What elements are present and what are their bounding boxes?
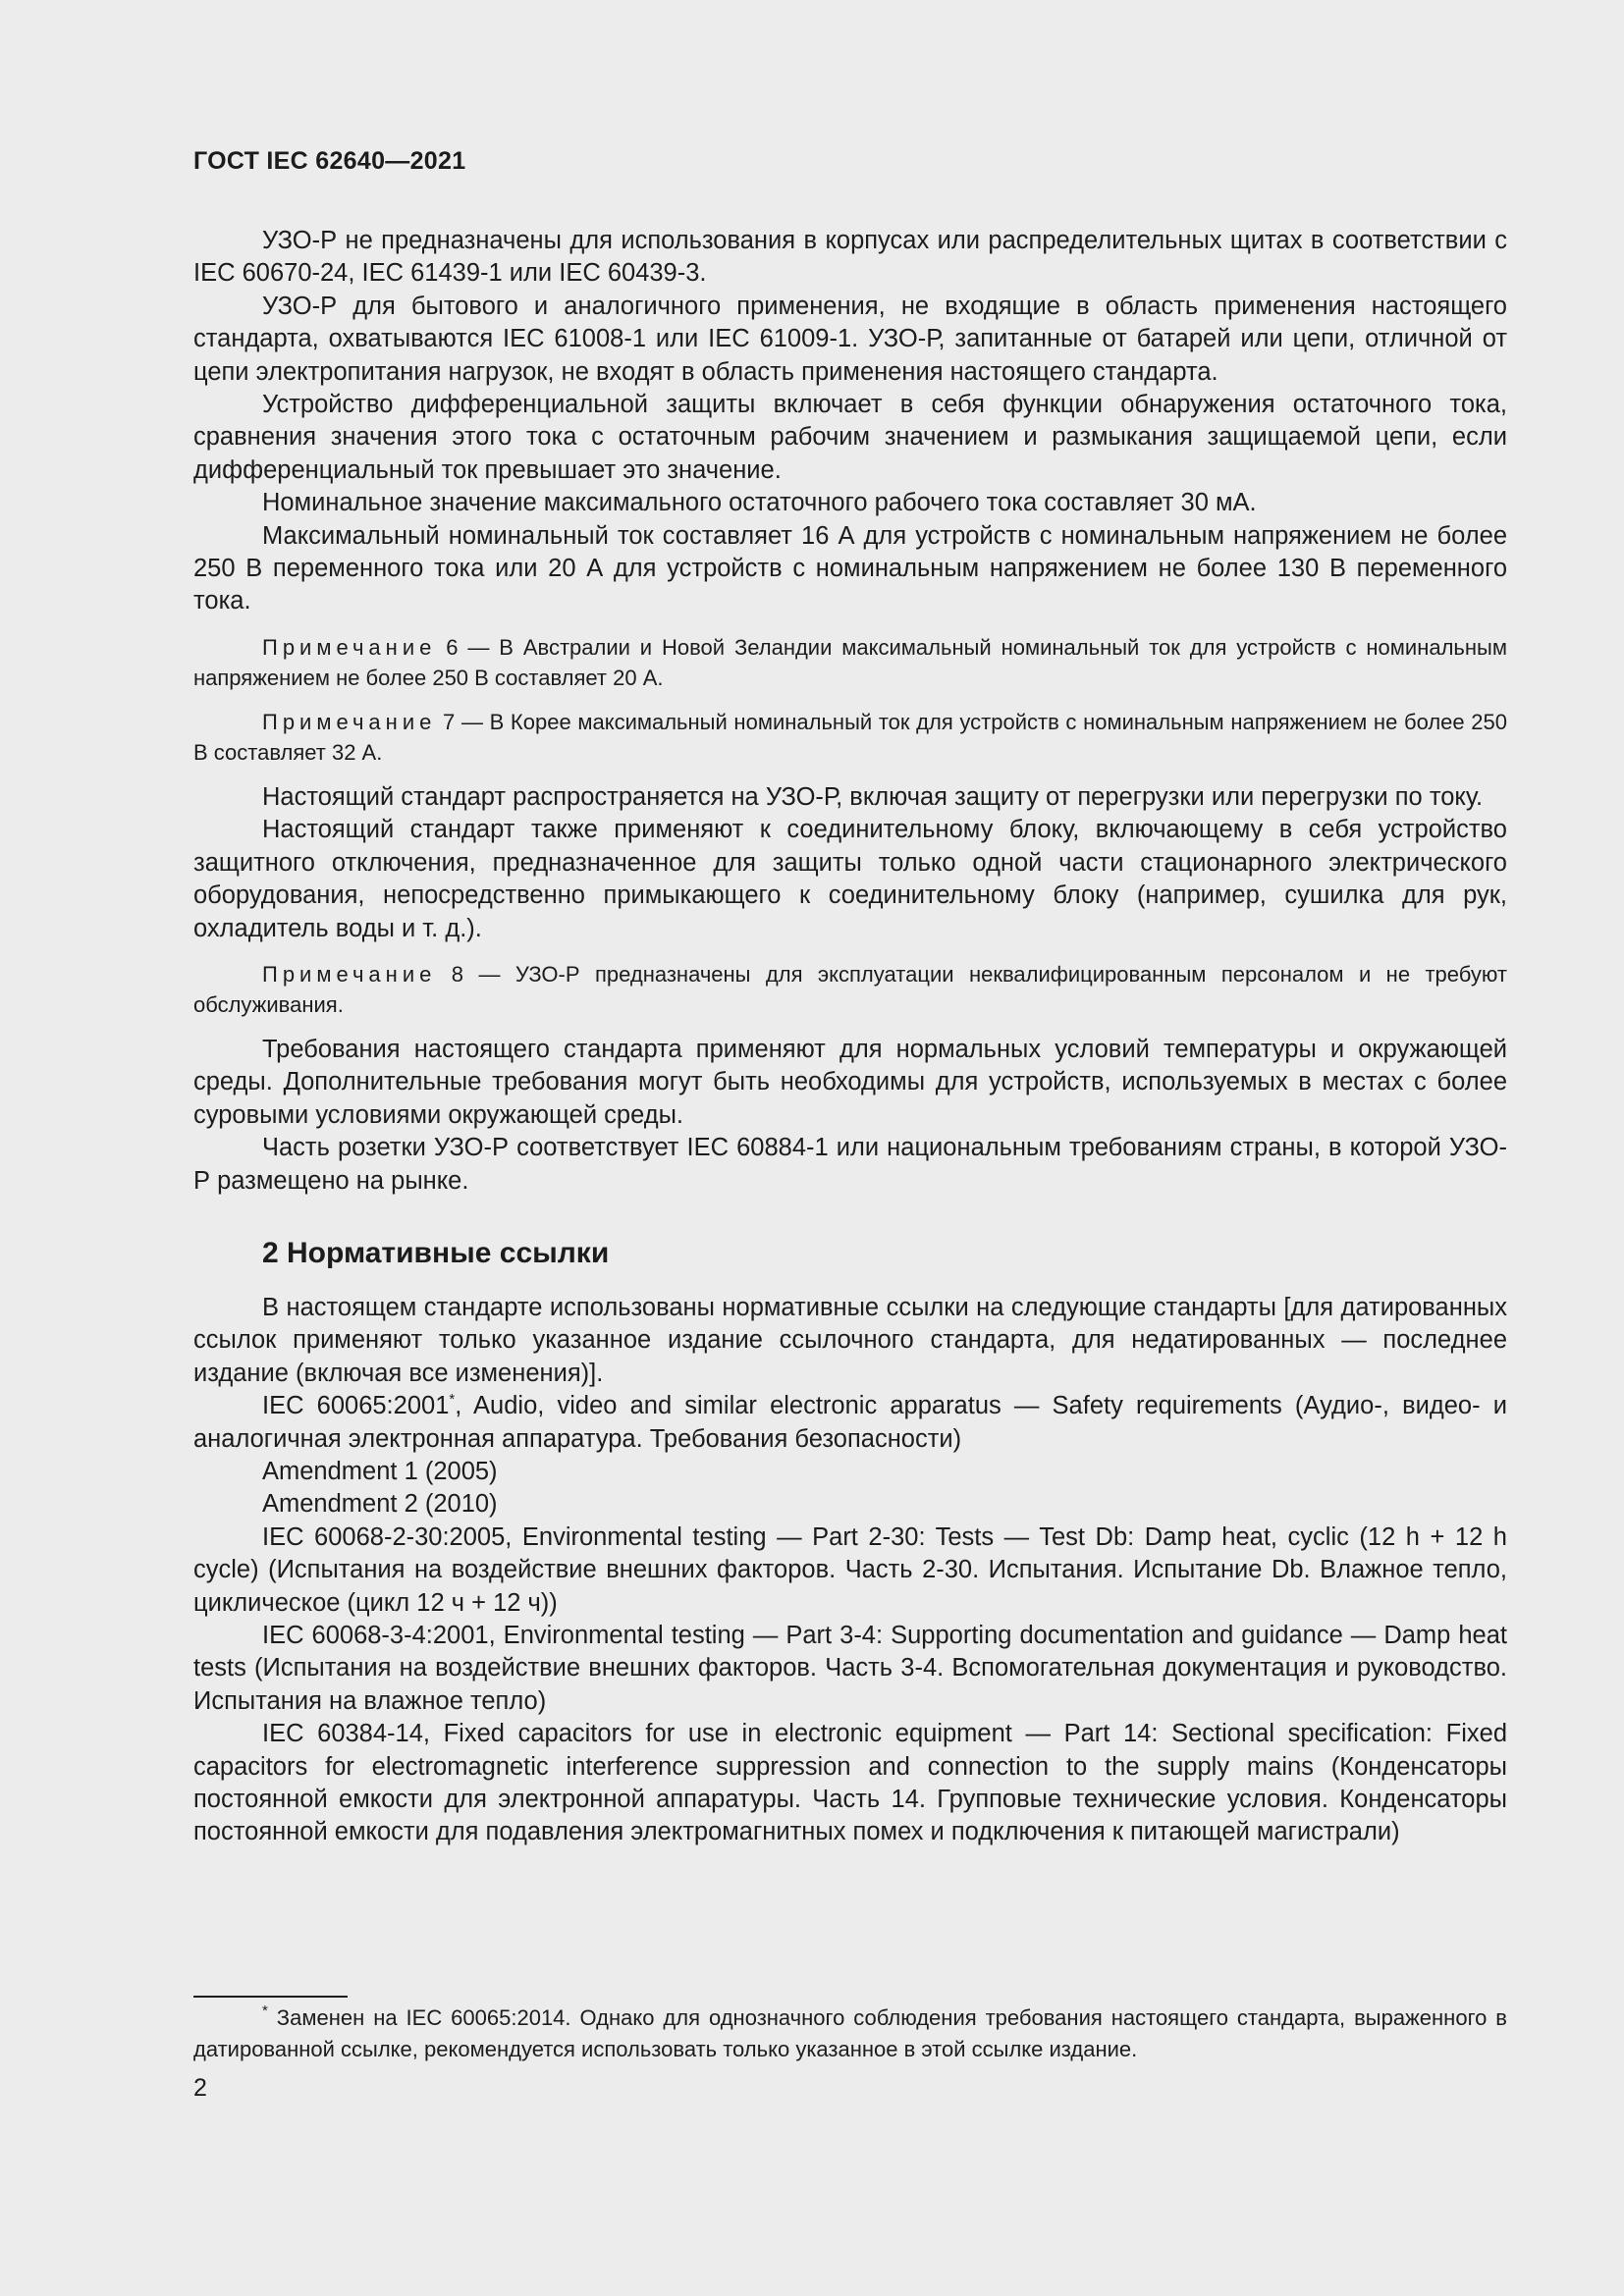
footnote (193, 2002, 1507, 2065)
paragraph: Настоящий стандарт также применяют к соединительному блоку, включающему в себя устройство защитного отключения, предназначенное для защиты только одной части стационарного электрического оборудования, непосредственно примыкающего к соединительному блоку (например, сушилка для рук, охладитель воды и т. д.). (193, 816, 1507, 942)
note-label: Примечание (262, 634, 437, 660)
paragraph: Максимальный номинальный ток составляет 16 А для устройств с номинальным напряжением не более 250 В переменного тока или 20 А для устройств с номинальным напряжением не более 130 В переменного тока. (193, 521, 1507, 615)
paragraph: Устройство дифференциальной защиты включает в себя функции обнаружения остаточного тока, сравнения значения этого тока с остаточным рабочим значением и размыкания защищаемой цепи, если дифференциальный ток превышает это значение. (193, 391, 1507, 484)
page-number: 2 (193, 2074, 207, 2102)
paragraph: УЗО-Р не предназначены для использования в корпусах или распределительных щитах в соответствии с IEC 60670-24, IEC 61439-1 или IEC 60439-3. (193, 227, 1507, 288)
reference-item: IEC 60384-14, Fixed capacitors for use in electronic equipment — Part 14: Sectional specification: Fixed capacitors for electromagnetic interference suppression and connection to the supply mains (Конденсаторы постоянной емкости для электронной аппаратуры. Часть 14. Групповые технические условия. Конденсаторы постоянной емкости для подавления электромагнитных помех и подключения к питающей магистрали) (193, 1720, 1507, 1846)
section-intro: В настоящем стандарте использованы нормативные ссылки на следующие стандарты [для датированных ссылок применяют только указанное издание ссылочного стандарта, для недатированных — последнее издание (включая все изменения)]. (193, 1293, 1507, 1387)
paragraph: Номинальное значение максимального остаточного рабочего тока составляет 30 мА. (262, 489, 1257, 517)
note-number: 8 (451, 961, 464, 987)
reference-code: IEC 60065:2001 (262, 1392, 450, 1420)
note-number: 7 (443, 709, 456, 734)
reference-item: IEC 60068-2-30:2005, Environmental testing — Part 2-30: Tests — Test Db: Damp heat, cyclic (12 h + 12 h cycle) (Испытания на воздействие внешних факторов. Часть 2-30. Испытания. Испытание Db. Влажное тепло, циклическое (цикл 12 ч + 12 ч)) (193, 1522, 1507, 1617)
note-label: Примечание (262, 709, 437, 734)
note-text: — В Корее максимальный номинальный ток для устройств с номинальным напряжением не более 250 В составляет 32 А. (193, 709, 1507, 765)
paragraph: Настоящий стандарт распространяется на УЗО-Р, включая защиту от перегрузки или перегрузки по току. (262, 782, 1484, 811)
reference-item: IEC 60068-3-4:2001, Environmental testing — Part 3-4: Supporting documentation and guidance — Damp heat tests (Испытания на воздействие внешних факторов. Часть 3-4. Вспомогательная документация и руководство. Испытания на влажное тепло) (193, 1622, 1507, 1715)
amendment-item: Amendment 1 (2005) (262, 1457, 498, 1485)
note-8 (193, 959, 1507, 1020)
paragraph: Часть розетки УЗО-Р соответствует IEC 60884-1 или национальным требованиям страны, в которой УЗО-Р размещено на рынке. (193, 1134, 1507, 1195)
page-header: ГОСТ IEC 62640—2021 (193, 147, 466, 175)
paragraph: УЗО-Р для бытового и аналогичного применения, не входящие в область применения настоящего стандарта, охватываются IEC 61008-1 или IEC 61009-1. УЗО-Р, запитанные от батарей или цепи, отличной от цепи электропитания нагрузок, не входят в область применения настоящего стандарта. (193, 292, 1507, 386)
reference-item (193, 1390, 1507, 1456)
footnote-mark: * (262, 2002, 268, 2019)
paragraph: Требования настоящего стандарта применяют для нормальных условий температуры и окружающей среды. Дополнительные требования могут быть необходимы для устройств, используемых в местах с более суровыми условиями окружающей среды. (193, 1035, 1507, 1129)
footnote-marker[interactable]: * (449, 1391, 456, 1409)
note-6 (193, 632, 1507, 693)
note-7 (193, 707, 1507, 768)
note-label: Примечание (262, 961, 437, 987)
footnote-divider (193, 1996, 348, 1998)
page-content (193, 147, 1507, 1849)
note-number: 6 (446, 634, 459, 660)
reference-text: , Audio, video and similar electronic apparatus — Safety requirements (Аудио-, видео- и аналогичная электронная аппаратура. Требования безопасности) (193, 1392, 1507, 1453)
note-text: — УЗО-Р предназначены для эксплуатации неквалифицированным персоналом и не требуют обслуживания. (193, 961, 1507, 1017)
amendment-item: Amendment 2 (2010) (262, 1490, 498, 1519)
footnote-text: Заменен на IEC 60065:2014. Однако для однозначного соблюдения требования настоящего стандарта, выраженного в датированной ссылке, рекомендуется использовать только указанное в этой ссылке издание. (193, 2005, 1507, 2061)
note-text: — В Австралии и Новой Зеландии максимальный номинальный ток для устройств с номинальным напряжением не более 250 В составляет 20 А. (193, 634, 1507, 690)
section-heading: 2 Нормативные ссылки (262, 1236, 610, 1269)
